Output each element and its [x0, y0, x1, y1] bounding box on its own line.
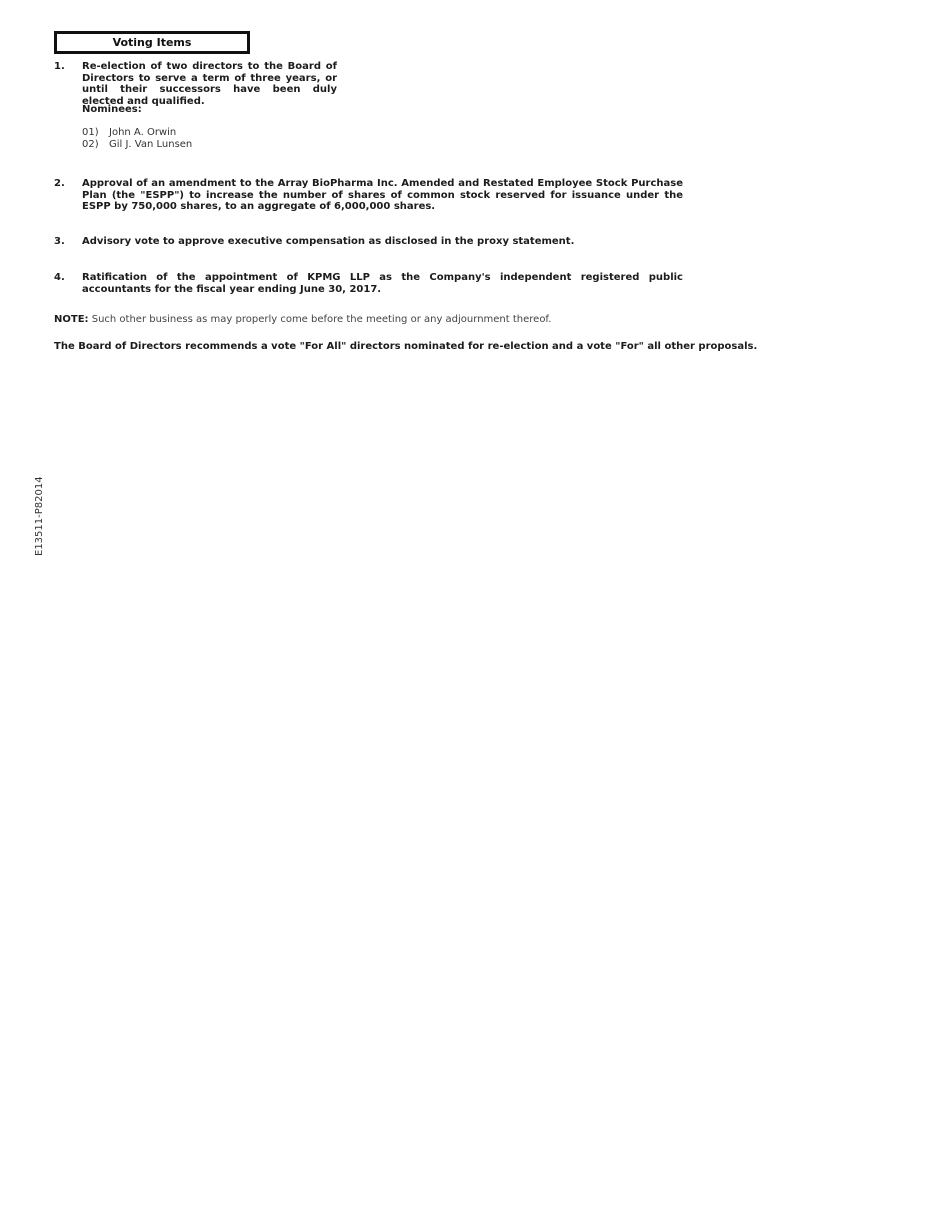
nominee-number: 01): [82, 127, 99, 138]
item-text: Ratification of the appointment of KPMG LLP as the Company's independent registered public accountants for the fiscal year ending June 30, 2017.: [82, 272, 683, 295]
nominee-number: 02): [82, 139, 99, 150]
item-text: Approval of an amendment to the Array BioPharma Inc. Amended and Restated Employee Stock Purchase Plan (the "ESPP") to increase the number of shares of common stock reserved for issuance under the ESPP by 750,000 shares, to an aggregate of 6,000,000 shares.: [82, 178, 683, 212]
nominee-item: [82, 139, 192, 151]
board-recommendation: The Board of Directors recommends a vote "For All" directors nominated for re-election and a vote "For" all other proposals.: [54, 341, 758, 352]
note-label: NOTE:: [54, 314, 89, 325]
document-code: E13511-P82014: [34, 476, 45, 556]
item-text: Re-election of two directors to the Board of Directors to serve a term of three years, or until their successors have been duly elected and qualified.: [82, 61, 337, 107]
note-text: Such other business as may properly come before the meeting or any adjournment thereof.: [91, 314, 552, 325]
nominee-item: [82, 127, 176, 139]
voting-items-header: Voting Items: [54, 31, 250, 54]
item-number: 4.: [54, 272, 65, 283]
nominee-name: Gil J. Van Lunsen: [109, 139, 193, 150]
item-number: 1.: [54, 61, 65, 72]
nominee-name: John A. Orwin: [109, 127, 177, 138]
item-number: 3.: [54, 236, 65, 247]
nominees-label: Nominees:: [82, 104, 142, 115]
item-number: 2.: [54, 178, 65, 189]
note: [54, 314, 551, 326]
item-text: Advisory vote to approve executive compensation as disclosed in the proxy statement.: [82, 236, 575, 247]
